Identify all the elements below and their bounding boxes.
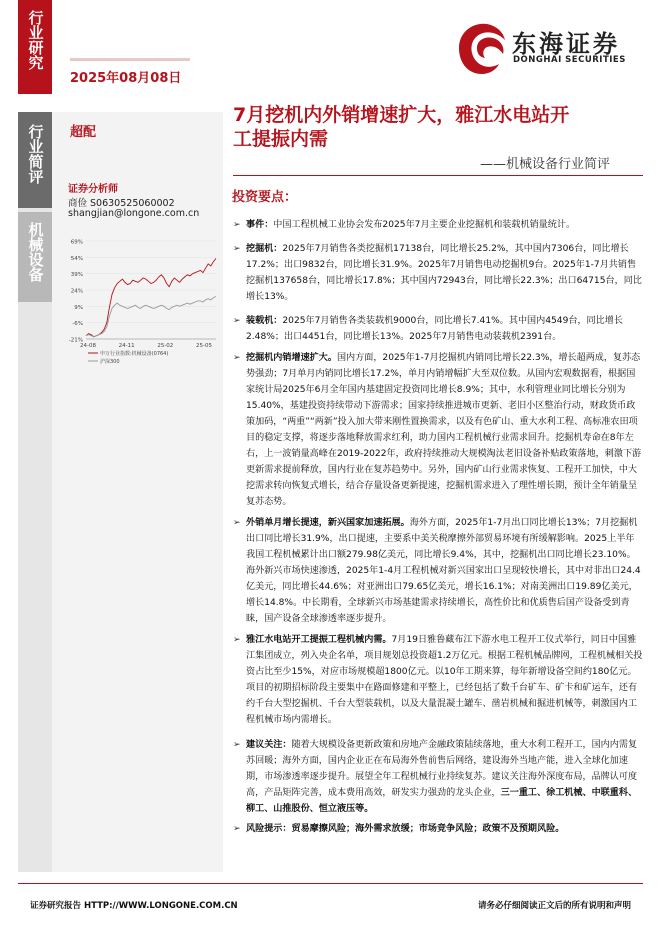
bullet-arrow-icon: ➢ [233,824,241,834]
chart-y-tick-label: -6% [72,321,83,328]
report-title-line-1: 7月挖机内外销增速扩大，雅江水电站开 [233,104,570,126]
section-tab-research [18,0,52,94]
section-tab-label: 行业研究 [26,10,45,70]
bullet-arrow-icon: ➢ [233,244,241,254]
chart-legend-label: 沪深300 [100,359,120,365]
chart-y-tick-label: 24% [70,288,83,295]
tag-brief-label: 行业简评 [26,124,45,184]
chart-y-tick-label: 39% [70,272,83,279]
bullet-arrow-icon: ➢ [233,635,241,645]
bullet-arrow-icon: ➢ [233,518,241,528]
paragraph-lead: 雅江水电站开工提振工程机械内需。 [246,635,392,645]
paragraph-yajiang [233,632,643,728]
paragraph-lead: 建议关注： [246,740,292,750]
report-title-line-2: 工提振内需 [233,128,329,150]
bullet-arrow-icon: ➢ [233,740,241,750]
paragraph-text: 2025年7月销售各类挖掘机17138台，同比增长25.2%，其中国内7306台，同比增长17.2%；出口9832台，同比增长31.9%。2025年7月销售电动挖掘机9台。2025年1-7月共销售挖掘机137658台，同比增长17.8%；其中国内72943台，同比增长22.3%；出口64715台，同比增长13%。 [246,244,642,302]
paragraph-tail: 贸易摩擦风险；海外需求放缓；市场竞争风险；政策不及预期风险。 [291,824,565,834]
bullet-arrow-icon: ➢ [233,353,241,363]
footer-disclaimer: 请务必仔细阅读正文后的所有说明和声明 [478,901,632,911]
performance-chart [58,235,220,370]
report-subtitle: ——机械设备行业简评 [480,157,611,172]
chart-y-tick-label: 9% [74,304,83,311]
paragraph-excavator [233,241,643,305]
paragraph-text: 中国工程机械工业协会发布2025年7月主要企业挖掘机和装载机销量统计。 [273,220,576,230]
paragraph-lead: 挖掘机： [246,244,283,254]
chart-y-tick-label: 69% [70,239,83,246]
chart-x-tick-label: 24-11 [118,343,135,349]
paragraph-text: 随着大规模设备更新政策和房地产金融政策陆续落地，重大水利工程开工，国内内需复苏回暖；海外方面，国内企业正在布局海外售前售后网络，建设海外当地产能，进入全球化加速期，市场渗透率逐步提升。展望全年工程机械行业持续复苏。建议关注海外深度布局，品牌认可度高，产品矩阵完善，成本费用高效，研发实力强劲的龙头企业， [246,740,638,798]
tag-industry-label: 机械设备 [26,222,45,282]
date-underbar [70,58,190,61]
chart-x-ticks [80,343,212,349]
analyst-name: 商俭 S0630525060002 [68,198,175,209]
title-divider [233,175,643,176]
chart-grid [86,241,216,339]
paragraph-text: 2025年7月销售各类装载机9000台，同比增长7.41%。其中国内4549台，同比增长2.48%；出口4451台，同比增长13%。2025年7月销售电动装载机2391台。 [246,316,623,342]
tag-industry [18,212,52,302]
paragraph-export [233,515,643,627]
analyst-heading: 证券分析师 [68,184,118,195]
paragraph-lead: 事件： [246,220,274,230]
paragraph-tail: 三一重工、徐工机械、中联重科、柳工、山推股份、恒立液压等。 [246,788,638,814]
paragraph-lead: 风险提示： [246,824,292,834]
paragraph-event [233,217,643,233]
bullet-arrow-icon: ➢ [233,316,241,326]
chart-y-tick-label: 54% [70,255,83,262]
paragraph-lead: 装载机： [246,316,283,326]
chart-y-tick-label: -21% [68,337,83,344]
paragraph-loader [233,313,643,345]
chart-lines [86,258,216,336]
key-points-heading: 投资要点： [232,190,298,205]
tag-brief [18,112,52,208]
chart-x-tick-label: 25-05 [196,343,212,349]
paragraph-lead: 外销单月增长提速，新兴国家加速拓展。 [246,518,410,528]
footer-divider [18,883,643,884]
chart-series-line [86,297,216,337]
paragraph-text: 7月19日雅鲁藏布江下游水电工程开工仪式举行，同日中国雅江集团成立，列入央企名单，项目规划总投资超1.2万亿元。根据工程机械品牌网，工程机械相关投资占比至少15%，对应市场规模超1800亿元。以10年工期来算，每年新增设备空间约180亿元。项目的初期招标阶段主要集中在路面修建和平整上，已经包括了数千台矿车、矿卡和矿运车，还有约千台大型挖掘机、千台大型装载机，以及大量混凝土罐车、凿岩机械和掘进机械等，刺激国内工程机械市场内需增长。 [246,635,643,725]
paragraph-domestic [233,350,643,510]
logo-english-name: DONGHAI SECURITIES [513,55,626,65]
chart-legend [88,350,168,365]
paragraph-lead: 挖掘机内销增速扩大。 [246,353,337,363]
dragon-emblem-icon [459,24,505,74]
logo-chinese-name: 东海证券 [512,30,620,58]
paragraph-text: 国内方面，2025年1-7月挖掘机内销同比增长22.3%，增长超两成，复苏态势强劲；7月单月内销同比增长17.2%，单月内销增幅扩大至双位数。从国内宏观数据看，根据国家统计局2025年6月全年国内基建固定投资同比增长8.9%；其中，水利管理业同比增长分别为15.40%，基建投资持续带动下游需求；国家持续推进城市更新、老旧小区整治行动，财政货币政策加码，“两重”“两新”投入加大带来刚性置换需求，以及有色矿山、重大水利工程、高标准农田项目的稳定支撑，将逐步落地释放需求红利，助力国内工程机械行业需求回升。挖掘机寿命在8年左右，上一波销量高峰在2019-2022年，政府持续推动大规模淘汰老旧设备补贴政策落地，刺激下游更新需求提前释放，国内行业在复苏趋势中。另外，国内矿山行业需求恢复、工程开工加快，中大挖需求转向恢复式增长，结合存量设备更新提速，挖掘机需求进入了理性增长期，预计全年销量呈复苏态势。 [246,353,642,507]
report-date: 2025年08月08日 [70,71,182,86]
bullet-arrow-icon: ➢ [233,220,241,230]
analyst-email[interactable]: shangjian@longone.com.cn [68,208,200,219]
chart-legend-label: 申万行业指数:机械设备(0764) [100,351,169,357]
chart-series-line [86,258,216,336]
footer-website[interactable]: 证券研究报告 HTTP://WWW.LONGONE.COM.CN [30,901,238,911]
chart-y-ticks [69,240,83,344]
paragraph-text: 海外方面，2025年1-7月出口同比增长13%；7月挖掘机出口同比增长31.9%，出口提速，主要系中美关税摩擦外部贸易环境有所缓解影响。2025上半年我国工程机械累计出口额279.98亿美元，同比增长9.4%，其中，挖掘机出口同比增长23.10%。海外新兴市场快速渗透，2025年1-4月工程机械对新兴国家出口呈现较快增长，其中对非出口24.4亿美元，同比增长44.6%；对亚洲出口79.65亿美元，增长16.1%；对南美洲出口19.89亿美元，增长14.8%。中长期看，全球新兴市场基建需求持续增长，高性价比和优质售后国产设备受到青睐，国产设备全球渗透率逐步提升。 [246,518,641,624]
industry-rating: 超配 [70,125,97,140]
chart-x-tick-label: 25-02 [157,343,174,349]
paragraph-risk [233,821,643,837]
chart-x-tick-label: 24-08 [80,343,96,349]
paragraph-recommend [233,737,643,817]
